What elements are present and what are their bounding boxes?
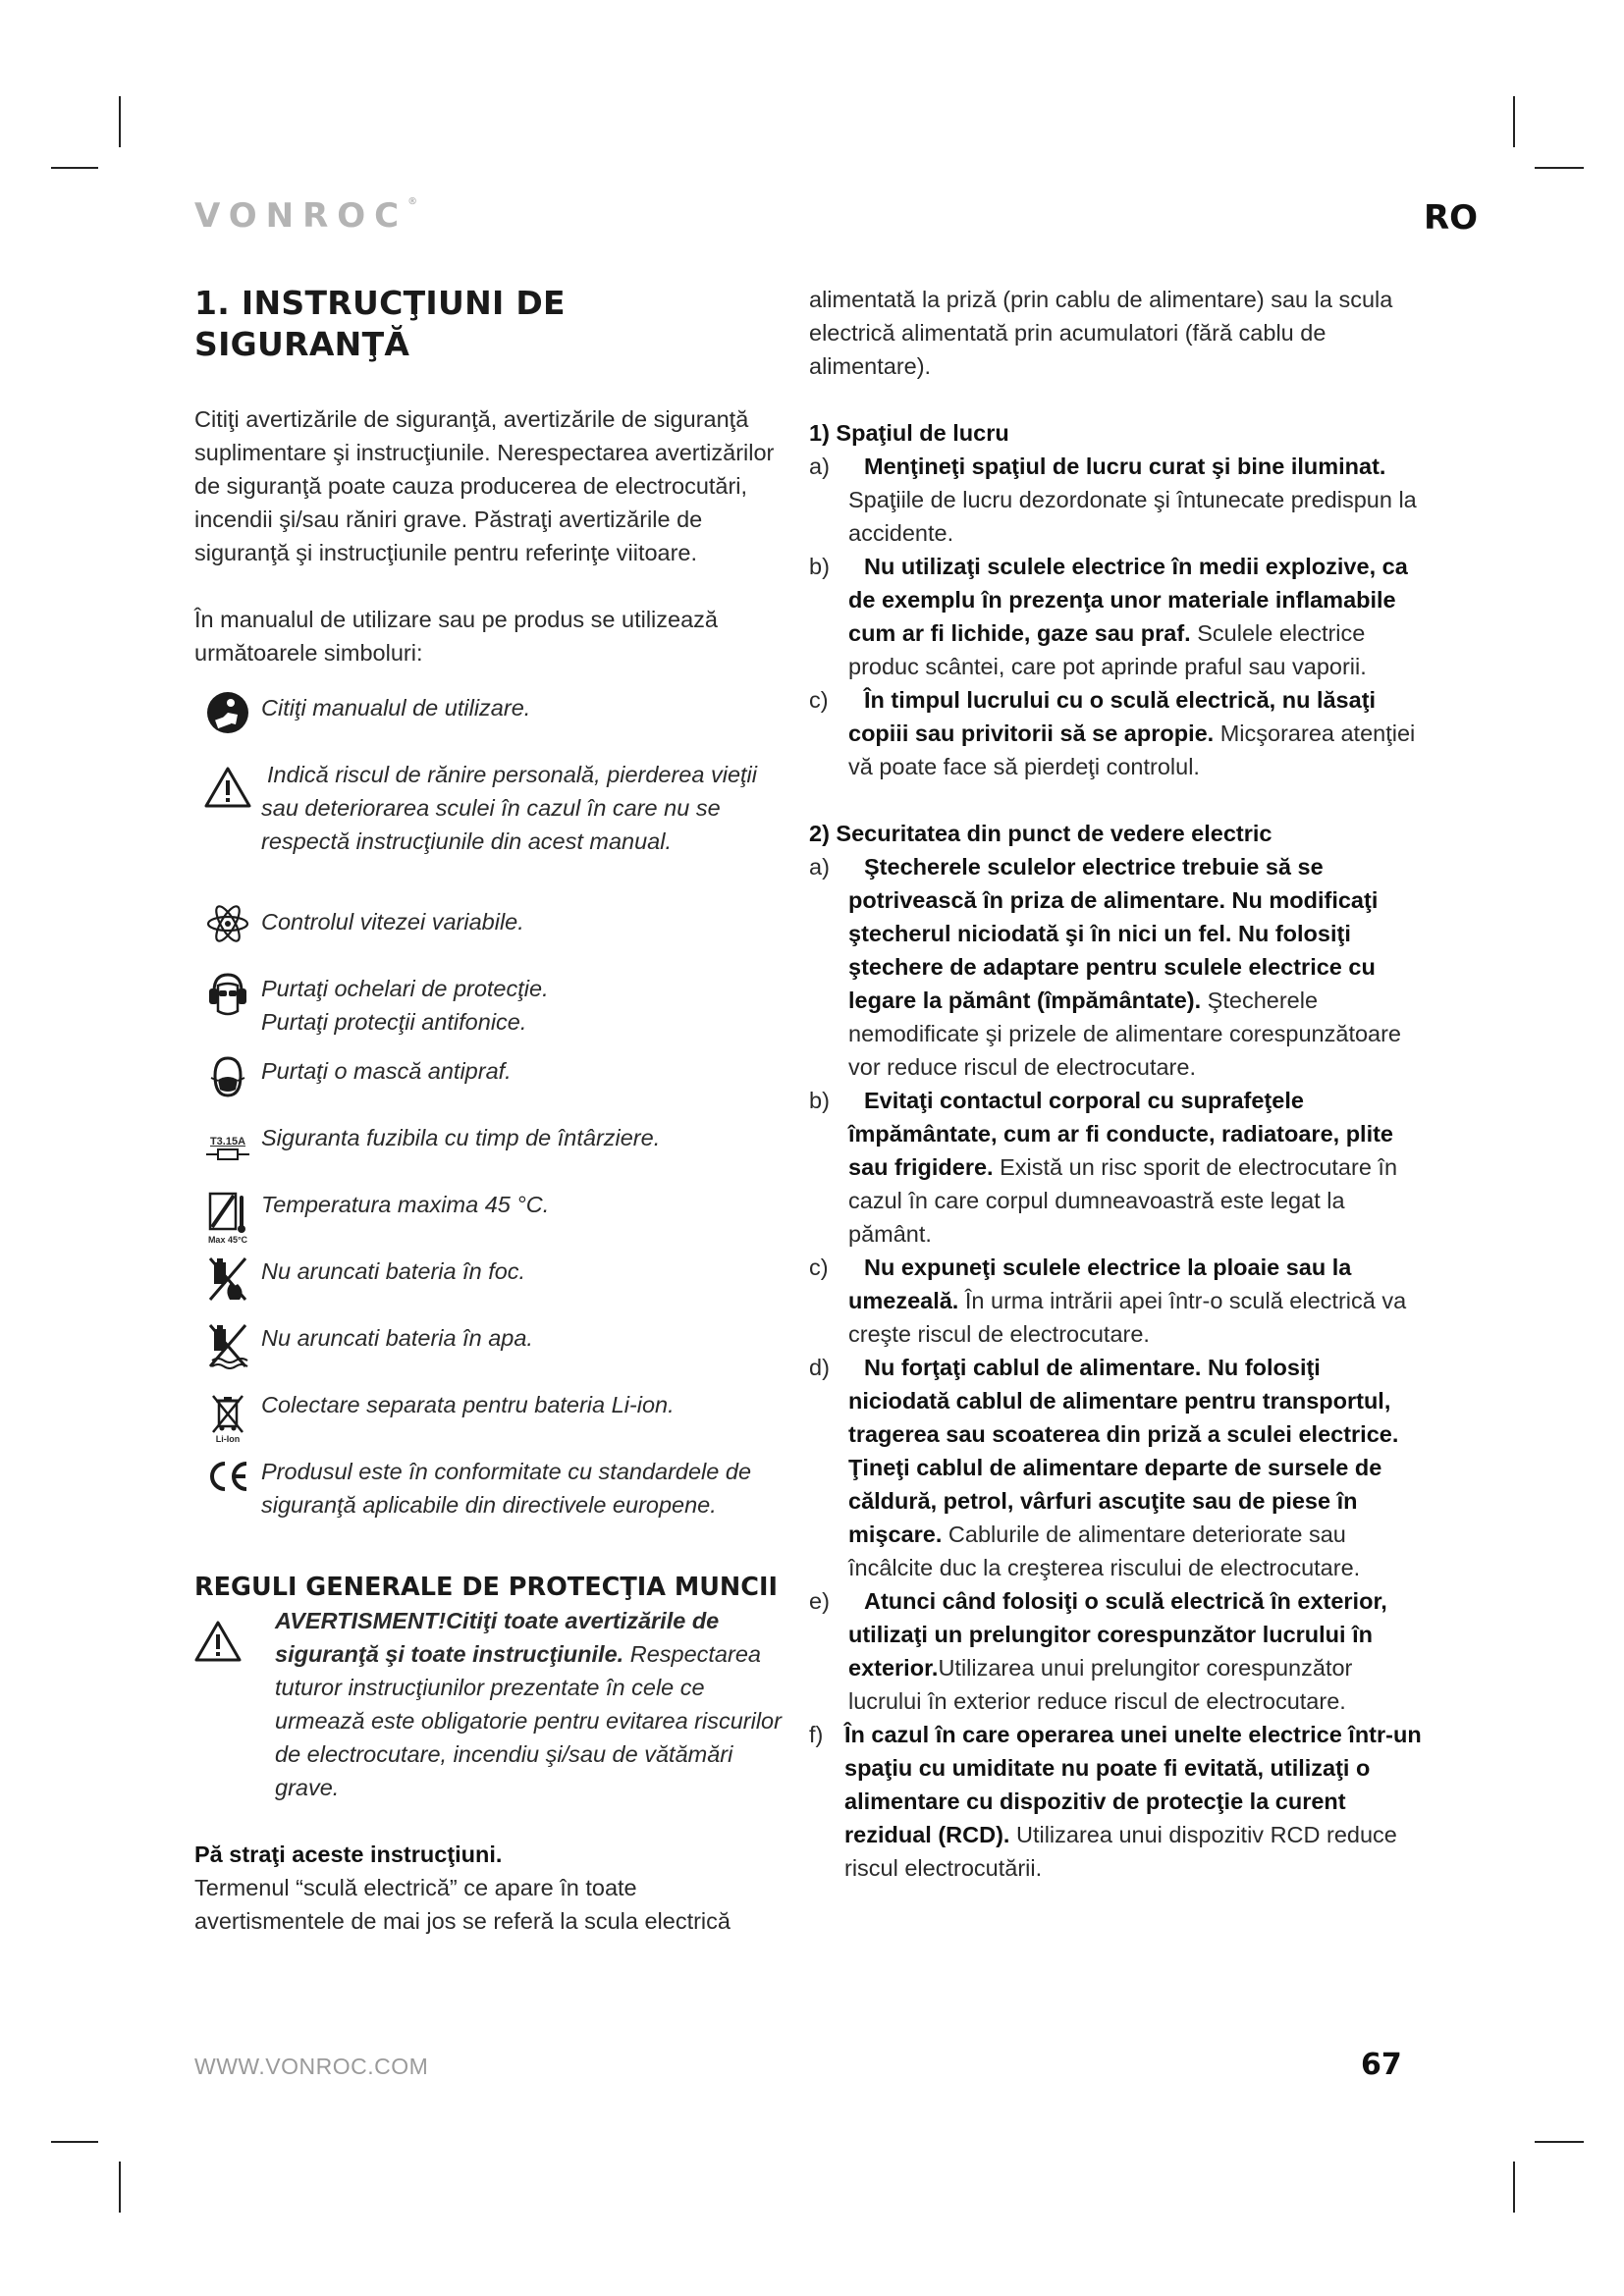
warning-text: Respectarea tuturor instrucţiunilor prezentate în cele ce urmează este obligatorie pentru evitarea riscurilor de electrocutare, incendiu şi/sau de vătămări grave.	[275, 1641, 782, 1800]
weee-bin-icon	[194, 1388, 261, 1449]
list-item: b) Evitaţi contactul corporal cu suprafeţele împământate, cum ar fi conducte, radiatoare, plite sau frigidere. Există un risc sporit de electrocutare în cazul în care corpul dumneavoastră este legat la pământ.	[809, 1088, 1398, 1247]
warning-triangle-icon	[194, 1604, 275, 1672]
page-number: 67	[1361, 2048, 1402, 2082]
crop-mark	[51, 167, 98, 169]
symbol-row: Nu aruncati bateria în foc.	[194, 1255, 784, 1321]
dust-mask-icon	[194, 1054, 261, 1109]
intro-paragraph: Citiţi avertizările de siguranţă, avertizările de siguranţă suplimentare şi instrucţiunile. Nerespectarea avertizărilor de siguranţă poate cauza producerea de electrocutări, incendii şi/sau răniri grave. Păstraţi avertizările de siguranţă şi instrucţiunile pentru referinţe viitoare.	[194, 406, 775, 565]
li-ion-label: Li-Ion	[215, 1434, 241, 1444]
no-water-battery-icon	[194, 1321, 261, 1376]
brand-logo: VONROC®	[194, 196, 418, 236]
temperature-label: Max 45°C	[207, 1235, 248, 1245]
list-item: a) Ştecherele sculelor electrice trebuie să se potrivească în priza de alimentare. Nu modificaţi ştecherul niciodată şi în nici un fel. Nu folosiţi ştechere de adaptare pentru sculele electrice cu legare la pământ (împământate). Ştecherele nemodificate şi prizele de alimentare corespunzătoare vor reduce riscul de electrocutare.	[809, 854, 1402, 1080]
list-item: c) Nu expuneţi sculele electrice la ploaie sau la umezeală. În urma intrării apei într-o sculă electrică va creşte riscul de electrocutare.	[809, 1255, 1407, 1347]
website-url: WWW.VONROC.COM	[194, 2054, 429, 2079]
symbol-row: Produsul este în conformitate cu standardele de siguranţă aplicabile din directivele europene.	[194, 1455, 784, 1571]
no-fire-battery-icon	[194, 1255, 261, 1309]
list-item: f) În cazul în care operarea unei unelte electrice într-un spaţiu cu umiditate nu poate fi evitată, utilizaţi o alimentare cu dispozitiv de protecţie la curent rezidual (RCD). Utilizarea unui dispozitiv RCD reduce riscul electrocutării.	[809, 1722, 1422, 1881]
symbol-row: Purtaţi o mască antipraf.	[194, 1054, 784, 1121]
right-column	[809, 283, 1423, 1885]
general-rules-title: REGULI GENERALE DE PROTECŢIA MUNCII	[194, 1573, 778, 1602]
crop-mark	[119, 96, 121, 147]
symbol-row: T3.15A Siguranta fuzibila cu timp de întârziere.	[194, 1121, 784, 1188]
symbol-row: Citiţi manualul de utilizare.	[194, 691, 784, 758]
goggles-earmuffs-icon	[194, 972, 261, 1027]
symbols-intro: În manualul de utilizare sau pe produs se utilizează următoarele simboluri:	[194, 607, 718, 666]
crop-mark	[119, 2162, 121, 2213]
list-item: c) În timpul lucrului cu o sculă electrică, nu lăsaţi copiii sau privitorii să se apropie. Micşorarea atenţiei vă poate face să pierdeţi controlul.	[809, 687, 1416, 779]
symbol-text: Purtaţi ochelari de protecţie. Purtaţi protecţii antifonice.	[261, 976, 549, 1035]
crop-mark	[1513, 2162, 1515, 2213]
warning-bold: AVERTISMENT!Citiţi toate avertizările de siguranţă şi toate instrucţiunile.	[275, 1608, 720, 1667]
left-column	[194, 283, 784, 1938]
variable-speed-icon	[194, 905, 261, 960]
list-item: b) Nu utilizaţi sculele electrice în medii explozive, ca de exemplu în prezenţa unor materiale inflamabile cum ar fi lichide, gaze sau praf. Sculele electrice produc scântei, care pot aprinde praful sau vaporii.	[809, 554, 1408, 679]
warning-triangle-icon	[194, 758, 261, 821]
keep-instructions-text: Termenul “sculă electrică” ce apare în toate avertismentele de mai jos se referă la scula electrică	[194, 1875, 731, 1934]
symbol-row	[194, 972, 784, 1054]
section-electrical-title: 2) Securitatea din punct de vedere electric	[809, 821, 1272, 846]
ce-mark-icon	[194, 1455, 261, 1516]
continuation-text: alimentată la priză (prin cablu de alimentare) sau la scula electrică alimentată prin acumulatori (fără cablu de alimentare).	[809, 287, 1393, 379]
section-title: 1. INSTRUCŢIUNI DE SIGURANŢĂ	[194, 284, 566, 363]
symbol-row: Li-Ion Colectare separata pentru bateria Li-ion.	[194, 1388, 784, 1455]
symbol-row: Controlul vitezei variabile.	[194, 905, 784, 972]
symbol-row: Nu aruncati bateria în apa.	[194, 1321, 784, 1388]
symbol-row: Indică riscul de rănire personală, pierderea vieţii sau deteriorarea sculei în cazul în care nu se respectă instrucţiunile din acest manual.	[194, 758, 784, 905]
crop-mark	[1535, 167, 1584, 169]
list-item: d) Nu forţaţi cablul de alimentare. Nu folosiţi niciodată cablul de alimentare pentru transportul, tragerea sau scoaterea din priză a sculei electrice. Ţineţi cablul de alimentare departe de sursele de căldură, petrol, vârfuri ascuţite sau de piese în mişcare. Cablurile de alimentare deteriorate sau încâlcite duc la creşterea riscului de electrocutare.	[809, 1355, 1399, 1580]
general-warning	[194, 1604, 784, 1804]
list-item: e) Atunci când folosiţi o sculă electrică în exterior, utilizaţi un prelungitor corespunzător lucrului în exterior.Utilizarea unui prelungitor corespunzător lucrului în exterior reduce riscul de electrocutare.	[809, 1588, 1387, 1714]
section-work-area-title: 1) Spaţiul de lucru	[809, 420, 1009, 446]
crop-mark	[51, 2141, 98, 2143]
fuse-label: T3.15A	[209, 1136, 246, 1148]
max-temperature-icon	[194, 1188, 261, 1249]
fuse-icon	[194, 1121, 261, 1176]
list-item: a) Menţineţi spaţiul de lucru curat şi bine iluminat. Spaţiile de lucru dezordonate şi întunecate predispun la accidente.	[809, 454, 1417, 546]
symbol-row: Max 45°C Temperatura maxima 45 °C.	[194, 1188, 784, 1255]
crop-mark	[1513, 96, 1515, 147]
read-manual-icon	[194, 691, 261, 746]
language-code: RO	[1424, 198, 1479, 238]
keep-instructions-title: Pă straţi aceste instrucţiuni.	[194, 1842, 503, 1867]
crop-mark	[1535, 2141, 1584, 2143]
